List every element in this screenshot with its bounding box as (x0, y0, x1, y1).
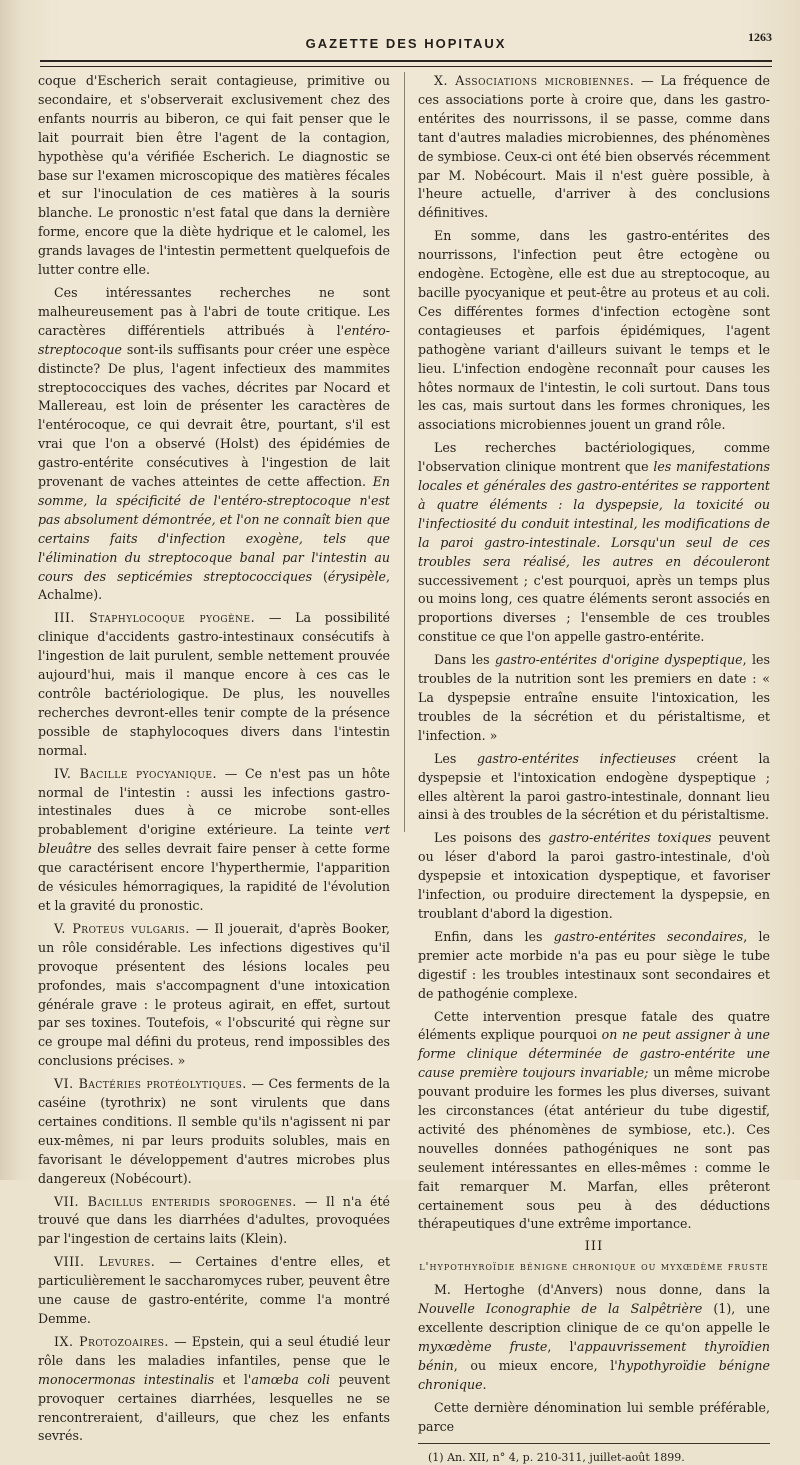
section-number: III (584, 1239, 604, 1255)
paragraph: Cette intervention presque fatale des quatre éléments explique pourquoi on ne peut assigner à une forme clinique déterminée de gastro-entérite une cause première toujours invariable; un même microbe pouvant produire les formes les plus diverses, suivant les circonstances (état antérieur du tube digestif, activité des phénomènes de symbiose, etc.). Ces nouvelles données pathogéniques ne sont pas seulement intéressantes en elles-mêmes : comme le fait remarquer M. Marfan, elles prêteront certainement sous peu à des déductions thérapeutiques d'une extrême importance. (418, 1008, 770, 1232)
paragraph: VI. Bactéries protéolytiques. — Ces ferments de la caséine (tyrothrix) ne sont virulents que dans certaines conditions. Il semble qu'ils n'agissent ni par eux-mêmes, ni par leurs produits solubles, mais en favorisant le développement d'autres microbes plus dangereux (Nobécourt). (38, 1076, 390, 1186)
left-column (38, 72, 390, 1450)
paragraph: Dans les gastro-entérites d'origine dyspeptique, les troubles de la nutrition sont les premiers en date : « La dyspepsie entraîne ensuite l'intoxication, les troubles de la sécrétion et du péristaltisme, et l'infection. » (418, 652, 770, 743)
paragraph: En somme, dans les gastro-entérites des nourrissons, l'infection peut être ectogène ou endogène. Ectogène, elle est due au streptocoque, au bacille pyocyanique et peut-être au proteus et au coli. Ces différentes formes d'infection ectogène sont contagieuses et parfois épidémiques, l'agent pathogène variant d'ailleurs suivant le temps et le lieu. L'infection endogène reconnaît pour causes les hôtes normaux de l'intestin, le coli surtout. Dans tous les cas, mais surtout dans les formes chroniques, les associations microbiennes jouent un grand rôle. (418, 228, 770, 433)
header-rule-thin (40, 66, 772, 67)
paragraph: Enfin, dans les gastro-entérites secondaires, le premier acte morbide n'a pas eu pour siège le tube digestif : les troubles intestinaux sont secondaires et de pathogénie complexe. (418, 928, 770, 1001)
section-title: l'hypothyroïdie bénigne chronique ou myxœdème fruste (419, 1260, 769, 1274)
paragraph: Les recherches bactériologiques, comme l'observation clinique montrent que les manifestations locales et générales des gastro-entérites se rapportent à quatre éléments : la dyspepsie, la toxicité ou l'infectiosité du conduit intestinal, les modifications de la paroi gastro-intestinale. Lorsqu'un seul de ces troubles sera réalisé, les autres en découleront successivement ; c'est pourquoi, après un temps plus ou moins long, ces quatre éléments seront associés en proportions diverses ; l'ensemble de ces troubles constitue ce que l'on appelle gastro-entérite. (418, 440, 771, 645)
right-column (418, 72, 770, 1465)
paragraph: Ces intéressantes recherches ne sont malheureusement pas à l'abri de toute critique. Les caractères différentiels attribués à l'entéro-streptocoque sont-ils suffisants pour créer une espèce distincte? De plus, l'agent infectieux des mammites streptococciques des vaches, décrites par Nocard et Mallereau, est loin de présenter les caractères de l'entérocoque, ce qui devrait être, pourtant, s'il est vrai que l'on a observé (Holst) des épidémies de gastro-entérite consécutives à l'ingestion de lait provenant de vaches atteintes de cette affection. En somme, la spécificité de l'entéro-streptocoque n'est pas absolument démontrée, et l'on ne connaît bien que certains faits d'infection exogène, tels que l'élimination du streptocoque banal par l'intestin au cours des septicémies streptococciques (érysipèle, Achalme). (38, 284, 390, 603)
paragraph: X. Associations microbiennes. — La fréquence de ces associations porte à croire que, dans les gastro-entérites des nourrissons, il se passe, comme dans tant d'autres maladies microbiennes, des phénomènes de symbiose. Ceux-ci ont été bien observés récemment par M. Nobécourt. Mais il n'est guère possible, à l'heure actuelle, d'arriver à des conclusions définitives. (418, 73, 770, 221)
paragraph: III. Staphylocoque pyogène. — La possibilité clinique d'accidents gastro-intestinaux consécutifs à l'ingestion de lait purulent, semble nettement prouvée aujourd'hui, mais il manque encore à ces cas le contrôle bactériologique. De plus, les nouvelles recherches devront-elles tenir compte de la présence possible de staphylocoques divers dans l'intestin normal. (38, 610, 391, 758)
paragraph: Les gastro-entérites infectieuses créent la dyspepsie et l'intoxication endogène dyspeptique ; elles altèrent la paroi gastro-intestinale, donnant lieu ainsi à des troubles de la sécrétion et du péristaltisme. (418, 750, 770, 823)
paragraph: IX. Protozoaires. — Epstein, qui a seul étudié leur rôle dans les maladies infantiles, pense que le monocermonas intestinalis et l'amœba coli peuvent provoquer certaines diarrhées, lesquelles ne se rencontreraient, d'ailleurs, que chez les enfants sevrés. (38, 1333, 390, 1444)
paragraph: VII. Bacillus enteridis sporogenes. — Il n'a été trouvé que dans les diarrhées d'adultes, provoquées par l'ingestion de certains laits (Klein). (38, 1193, 390, 1247)
paragraph: V. Proteus vulgaris. — Il jouerait, d'après Booker, un rôle considérable. Les infections digestives qu'il provoque présentent des lésions locales peu profondes, mais s'accompagnent d'une intoxication générale grave : le proteus agirait, en effet, surtout par ses toxines. Toutefois, « l'obscurité qui règne sur ce groupe mal défini du proteus, rend impossibles des conclusions précises. » (38, 920, 390, 1069)
subsection-heading: III. Staphylocoque pyogène. (54, 610, 256, 626)
page-number: 1263 (748, 30, 772, 44)
subsection-heading: IX. Protozoaires. (54, 1333, 169, 1349)
paragraph: M. Hertoghe (d'Anvers) nous donne, dans la Nouvelle Iconographie de la Salpêtrière (1), une excellente description clinique de ce qu'on appelle le myxœdème fruste, l'appauvrissement thyroïdien bénin, ou mieux encore, l'hypothyroïdie bénigne chronique. (418, 1282, 771, 1392)
footnote-rule (418, 1443, 770, 1444)
subsection-heading: X. Associations microbiennes. (434, 73, 635, 88)
paragraph: Cette dernière dénomination lui semble préférable, parce (418, 1399, 770, 1434)
subsection-heading: VI. Bactéries protéolytiques. (54, 1076, 247, 1092)
header-rule (40, 60, 772, 62)
footnote: (1) An. XII, n° 4, p. 210-311, juillet-août 1899. (428, 1450, 685, 1464)
column-divider (404, 72, 405, 832)
paragraph: Les poisons des gastro-entérites toxiques peuvent ou léser d'abord la paroi gastro-intestinale, d'où dyspepsie et intoxication dyspeptique, et favoriser l'infection, ou produire directement la dyspepsie, en troublant d'abord la digestion. (418, 830, 771, 921)
subsection-heading: V. Proteus vulgaris. (54, 920, 190, 936)
subsection-heading: VII. Bacillus enteridis sporogenes. (54, 1193, 297, 1209)
subsection-heading: VIII. Levures. (54, 1254, 156, 1270)
paragraph: VIII. Levures. — Certaines d'entre elles, et particulièrement le saccharomyces ruber, peuvent être une cause de gastro-entérite, comme l'a montré Demme. (38, 1254, 391, 1326)
running-head: GAZETTE DES HOPITAUX (305, 36, 507, 51)
subsection-heading: IV. Bacille pyocyanique. (54, 765, 217, 781)
paragraph: IV. Bacille pyocyanique. — Ce n'est pas un hôte normal de l'intestin : aussi les infections gastro-intestinales dues à ce microbe sont-elles probablement d'origine extérieure. La teinte vert bleuâtre des selles devrait faire penser à cette forme que caractérisent encore l'hyperthermie, l'apparition de vésicules hémorragiques, la rapidité de l'évolution et la gravité du pronostic. (38, 765, 390, 913)
paragraph: coque d'Escherich serait contagieuse, primitive ou secondaire, et s'observerait exclusivement chez des enfants nourris au biberon, ce qui fait penser que le lait pourrait bien être l'agent de la contagion, hypothèse qu'a vérifiée Escherich. Le diagnostic se base sur l'examen microscopique des matières fécales et sur l'inoculation de ces matières à la souris blanche. Le pronostic n'est fatal que dans la dernière forme, encore que la diète hydrique et le calomel, les grands lavages de l'intestin permettent quelquefois de lutter contre elle. (38, 73, 390, 278)
page-header (40, 30, 772, 54)
